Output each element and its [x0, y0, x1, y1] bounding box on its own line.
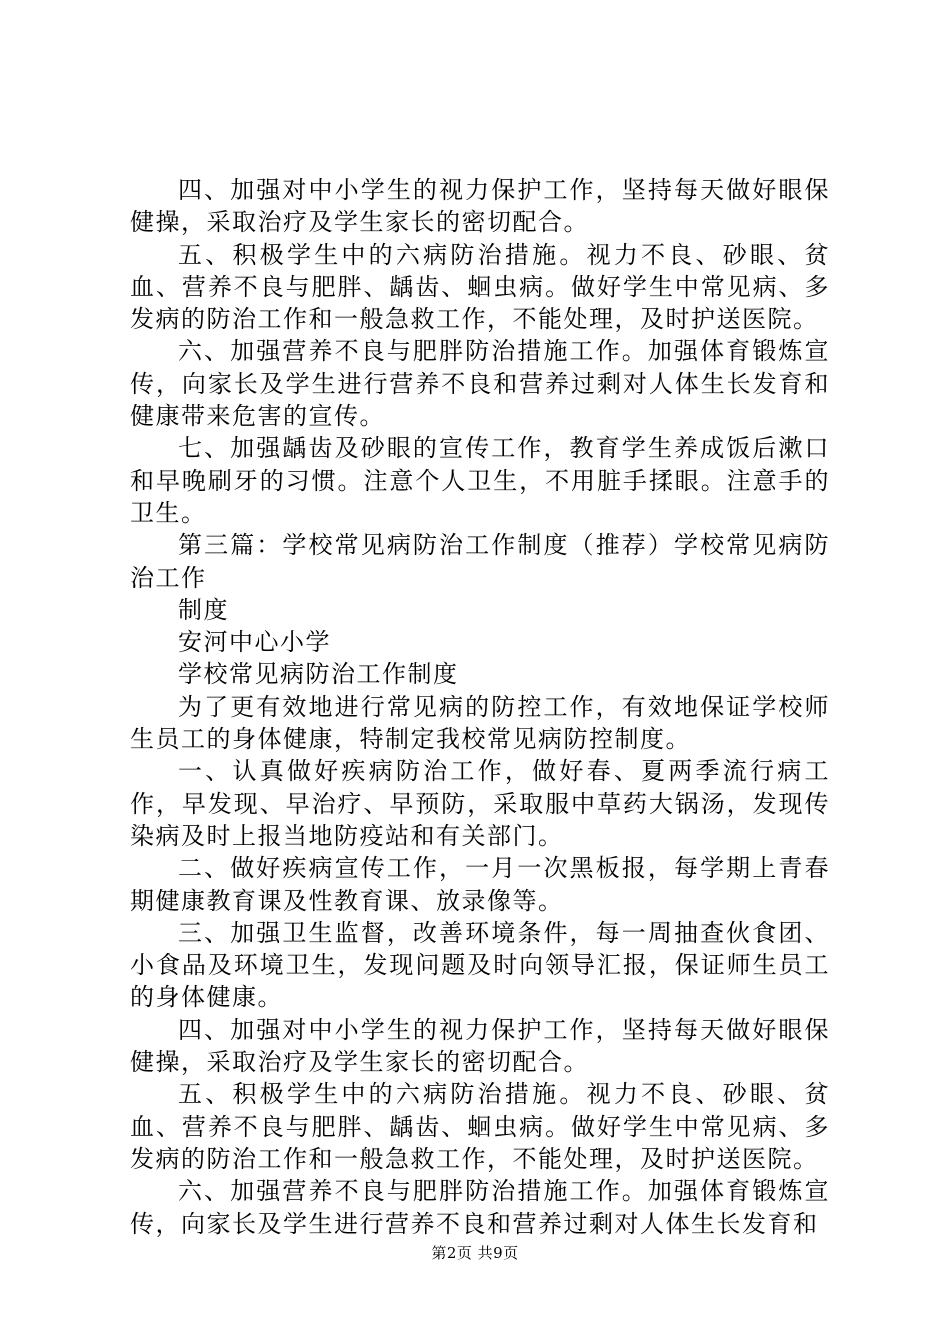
- heading-regulation: 制度: [178, 595, 229, 624]
- paragraph-item-two: 二、做好疾病宣传工作，一月一次黑板报，每学期上青春期健康教育课及性教育课、放录像等。: [130, 854, 830, 915]
- paragraph-item-six: 六、加强营养不良与肥胖防治措施工作。加强体育锻炼宣传，向家长及学生进行营养不良和营养过剩对人体生长发育和: [130, 1177, 830, 1238]
- document-body: [130, 174, 830, 1240]
- school-name: 安河中心小学: [178, 628, 331, 657]
- paragraph-item-one: 一、认真做好疾病防治工作，做好春、夏两季流行病工作，早发现、早治疗、早预防，采取服中草药大锅汤，发现传染病及时上报当地防疫站和有关部门。: [130, 757, 830, 850]
- paragraph-item-three: 三、加强卫生监督，改善环境条件，每一周抽查伙食团、小食品及环境卫生，发现问题及时向领导汇报，保证师生员工的身体健康。: [130, 918, 830, 1012]
- paragraph-nutrition-obesity: 六、加强营养不良与肥胖防治措施工作。加强体育锻炼宣传，向家长及学生进行营养不良和营养过剩对人体生长发育和健康带来危害的宣传。: [130, 337, 830, 431]
- page-number-footer: 第2页 共9页: [431, 1244, 519, 1262]
- paragraph-intro: 为了更有效地进行常见病的防控工作，有效地保证学校师生员工的身体健康，特制定我校常见病防控制度。: [130, 692, 830, 754]
- paragraph-item-five: 五、积极学生中的六病防治措施。视力不良、砂眼、贫血、营养不良与肥胖、龋齿、蛔虫病。做好学生中常见病、多发病的防治工作和一般急救工作，不能处理，及时护送医院。: [130, 1080, 830, 1173]
- paragraph-dental-trachoma: 七、加强龋齿及砂眼的宣传工作，教育学生养成饭后漱口和早晚刷牙的习惯。注意个人卫生，不用脏手揉眼。注意手的卫生。: [130, 434, 830, 527]
- section-heading-part-three: 第三篇：学校常见病防治工作制度（推荐）学校常见病防治工作: [130, 531, 830, 592]
- paragraph-eyesight-protection: 四、加强对中小学生的视力保护工作，坚持每天做好眼保健操，采取治疗及学生家长的密切配合。: [130, 176, 830, 237]
- paragraph-six-diseases: 五、积极学生中的六病防治措施。视力不良、砂眼、贫血、营养不良与肥胖、龋齿、蛔虫病。做好学生中常见病、多发病的防治工作和一般急救工作，不能处理，及时护送医院。: [130, 240, 830, 334]
- paragraph-item-four: 四、加强对中小学生的视力保护工作，坚持每天做好眼保健操，采取治疗及学生家长的密切配合。: [130, 1015, 830, 1077]
- regulation-title: 学校常见病防治工作制度: [178, 660, 459, 689]
